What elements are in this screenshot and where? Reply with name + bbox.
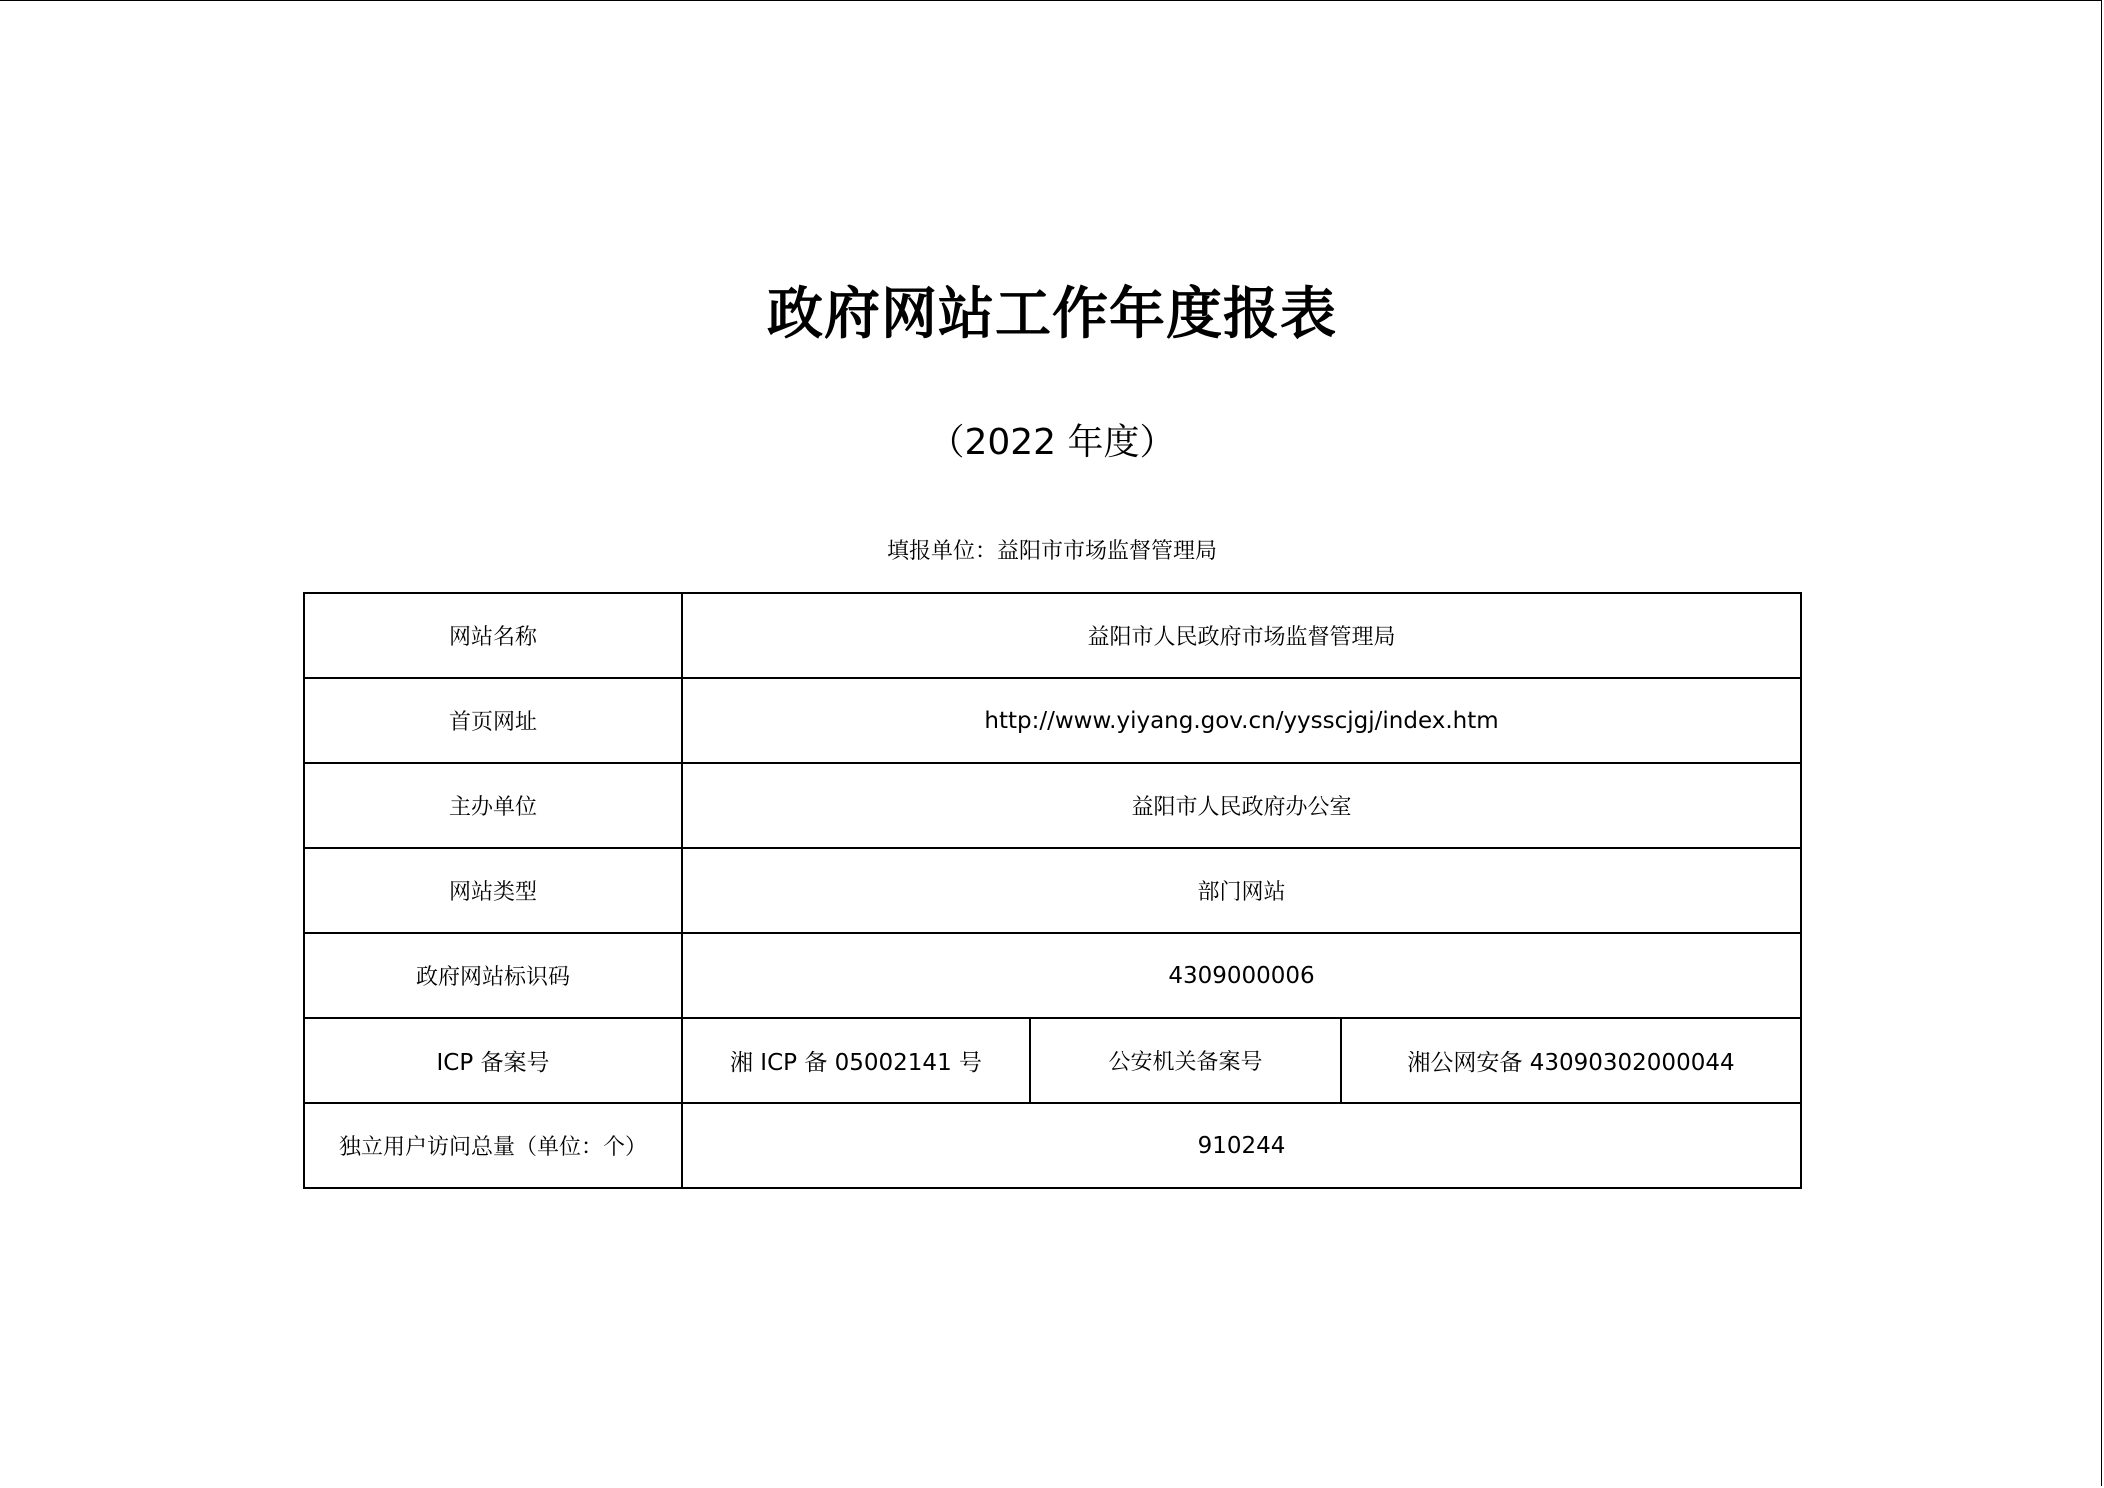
site-name-value: 益阳市人民政府市场监督管理局: [682, 593, 1801, 678]
sponsor-label: 主办单位: [304, 763, 682, 848]
unique-visitors-label: 独立用户访问总量（单位：个）: [304, 1103, 682, 1188]
table-row-site-name: [304, 593, 1801, 678]
police-record-value: 湘公网安备 43090302000044: [1341, 1018, 1801, 1103]
table-row-icp: [304, 1018, 1801, 1103]
document-title: 政府网站工作年度报表: [767, 281, 1337, 347]
document-subtitle: （2022 年度）: [928, 422, 1176, 463]
table-row-sponsor: [304, 763, 1801, 848]
site-id-code-label: 政府网站标识码: [304, 933, 682, 1018]
site-type-value: 部门网站: [682, 848, 1801, 933]
sponsor-value: 益阳市人民政府办公室: [682, 763, 1801, 848]
table-row-homepage-url: [304, 678, 1801, 763]
table-row-site-type: [304, 848, 1801, 933]
filler-unit: 填报单位：益阳市市场监督管理局: [886, 539, 1217, 564]
homepage-url-value: http://www.yiyang.gov.cn/yysscjgj/index.htm: [682, 678, 1801, 763]
icp-label: ICP 备案号: [304, 1018, 682, 1103]
unique-visitors-value: 910244: [682, 1103, 1801, 1188]
site-id-code-value: 4309000006: [682, 933, 1801, 1018]
table-row-unique-visitors: [304, 1103, 1801, 1188]
police-record-label: 公安机关备案号: [1030, 1018, 1341, 1103]
table-row-site-id-code: [304, 933, 1801, 1018]
icp-value: 湘 ICP 备 05002141 号: [682, 1018, 1030, 1103]
homepage-url-label: 首页网址: [304, 678, 682, 763]
site-name-label: 网站名称: [304, 593, 682, 678]
report-table: [303, 592, 1802, 1189]
site-type-label: 网站类型: [304, 848, 682, 933]
